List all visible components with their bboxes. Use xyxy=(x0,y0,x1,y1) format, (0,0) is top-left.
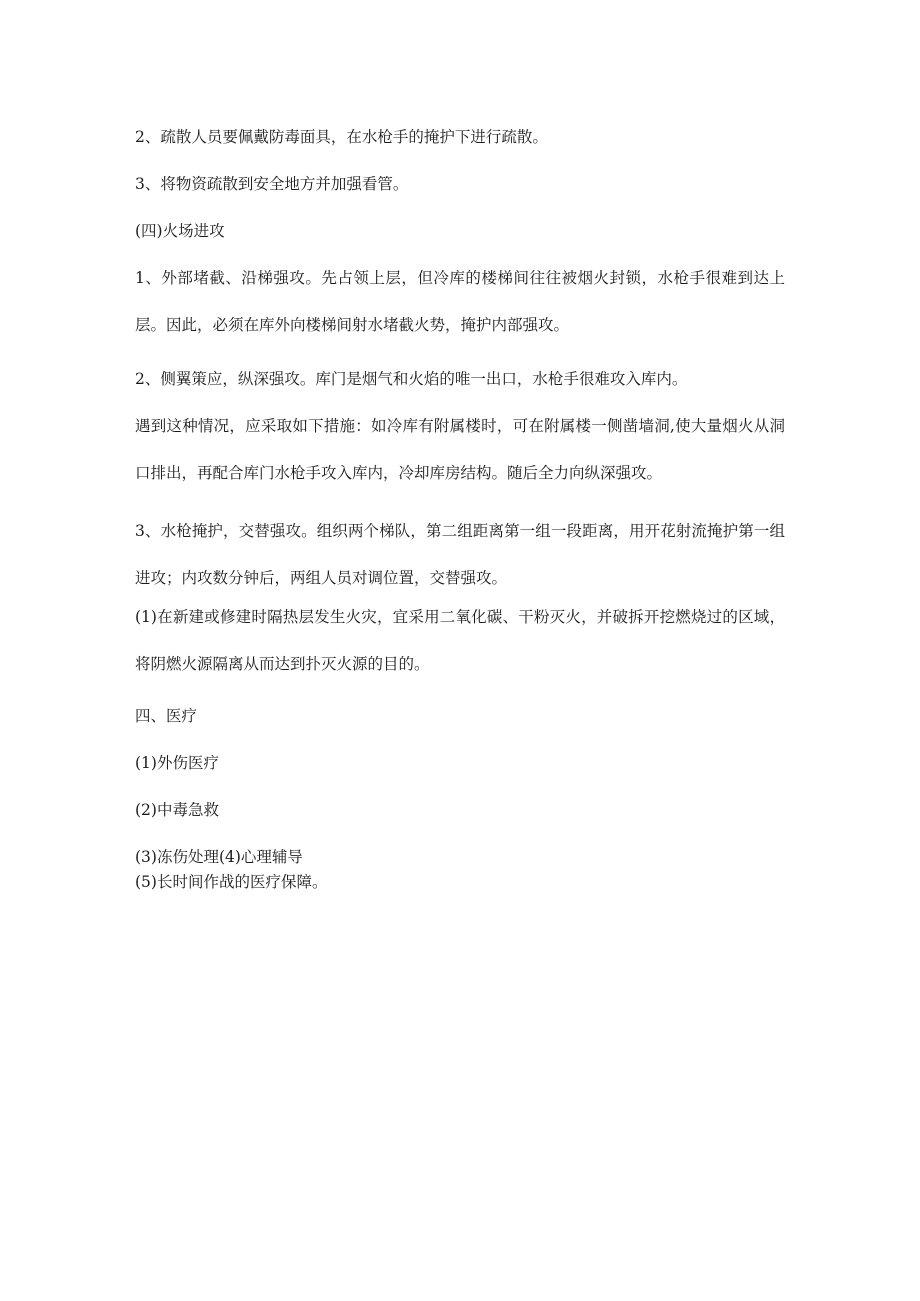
list-item-trauma: (1)外伤医疗 xyxy=(135,754,219,772)
paragraph-flank-support: 2、侧翼策应，纵深强攻。库门是烟气和火焰的唯一出口，水枪手很难攻入库内。 xyxy=(135,370,688,388)
paragraph-insulation-fire: (1)在新建或修建时隔热层发生火灾，宜采用二氧化碳、干粉灭火，并破拆开挖燃烧过的区域，将阴燃火源隔离从而达到扑灭火源的目的。 xyxy=(135,608,785,673)
section-heading-fire-attack: (四)火场进攻 xyxy=(135,222,225,240)
paragraph-measures: 遇到这种情况，应采取如下措施：如冷库有附属楼时，可在附属楼一侧凿墙洞,使大量烟火从洞口排出，再配合库门水枪手攻入库内，冷却库房结构。随后全力向纵深强攻。 xyxy=(135,417,785,482)
list-item-frostbite-psychological: (3)冻伤处理(4)心理辅导 xyxy=(135,848,303,866)
section-heading-medical: 四、医疗 xyxy=(135,707,198,725)
paragraph-evacuation-materials: 3、将物资疏散到安全地方并加强看管。 xyxy=(135,175,409,193)
paragraph-external-interception: 1、外部堵截、沿梯强攻。先占领上层，但冷库的楼梯间往往被烟火封锁，水枪手很难到达上层。因此，必须在库外向楼梯间射水堵截火势，掩护内部强攻。 xyxy=(135,269,785,334)
list-item-poisoning: (2)中毒急救 xyxy=(135,801,219,819)
paragraph-evacuation-personnel: 2、疏散人员要佩戴防毒面具，在水枪手的掩护下进行疏散。 xyxy=(135,128,548,146)
list-item-long-operation: (5)长时间作战的医疗保障。 xyxy=(135,873,328,891)
paragraph-water-gun-cover: 3、水枪掩护，交替强攻。组织两个梯队，第二组距离第一组一段距离，用开花射流掩护第一组进攻；内攻数分钟后，两组人员对调位置，交替强攻。 xyxy=(135,522,785,587)
